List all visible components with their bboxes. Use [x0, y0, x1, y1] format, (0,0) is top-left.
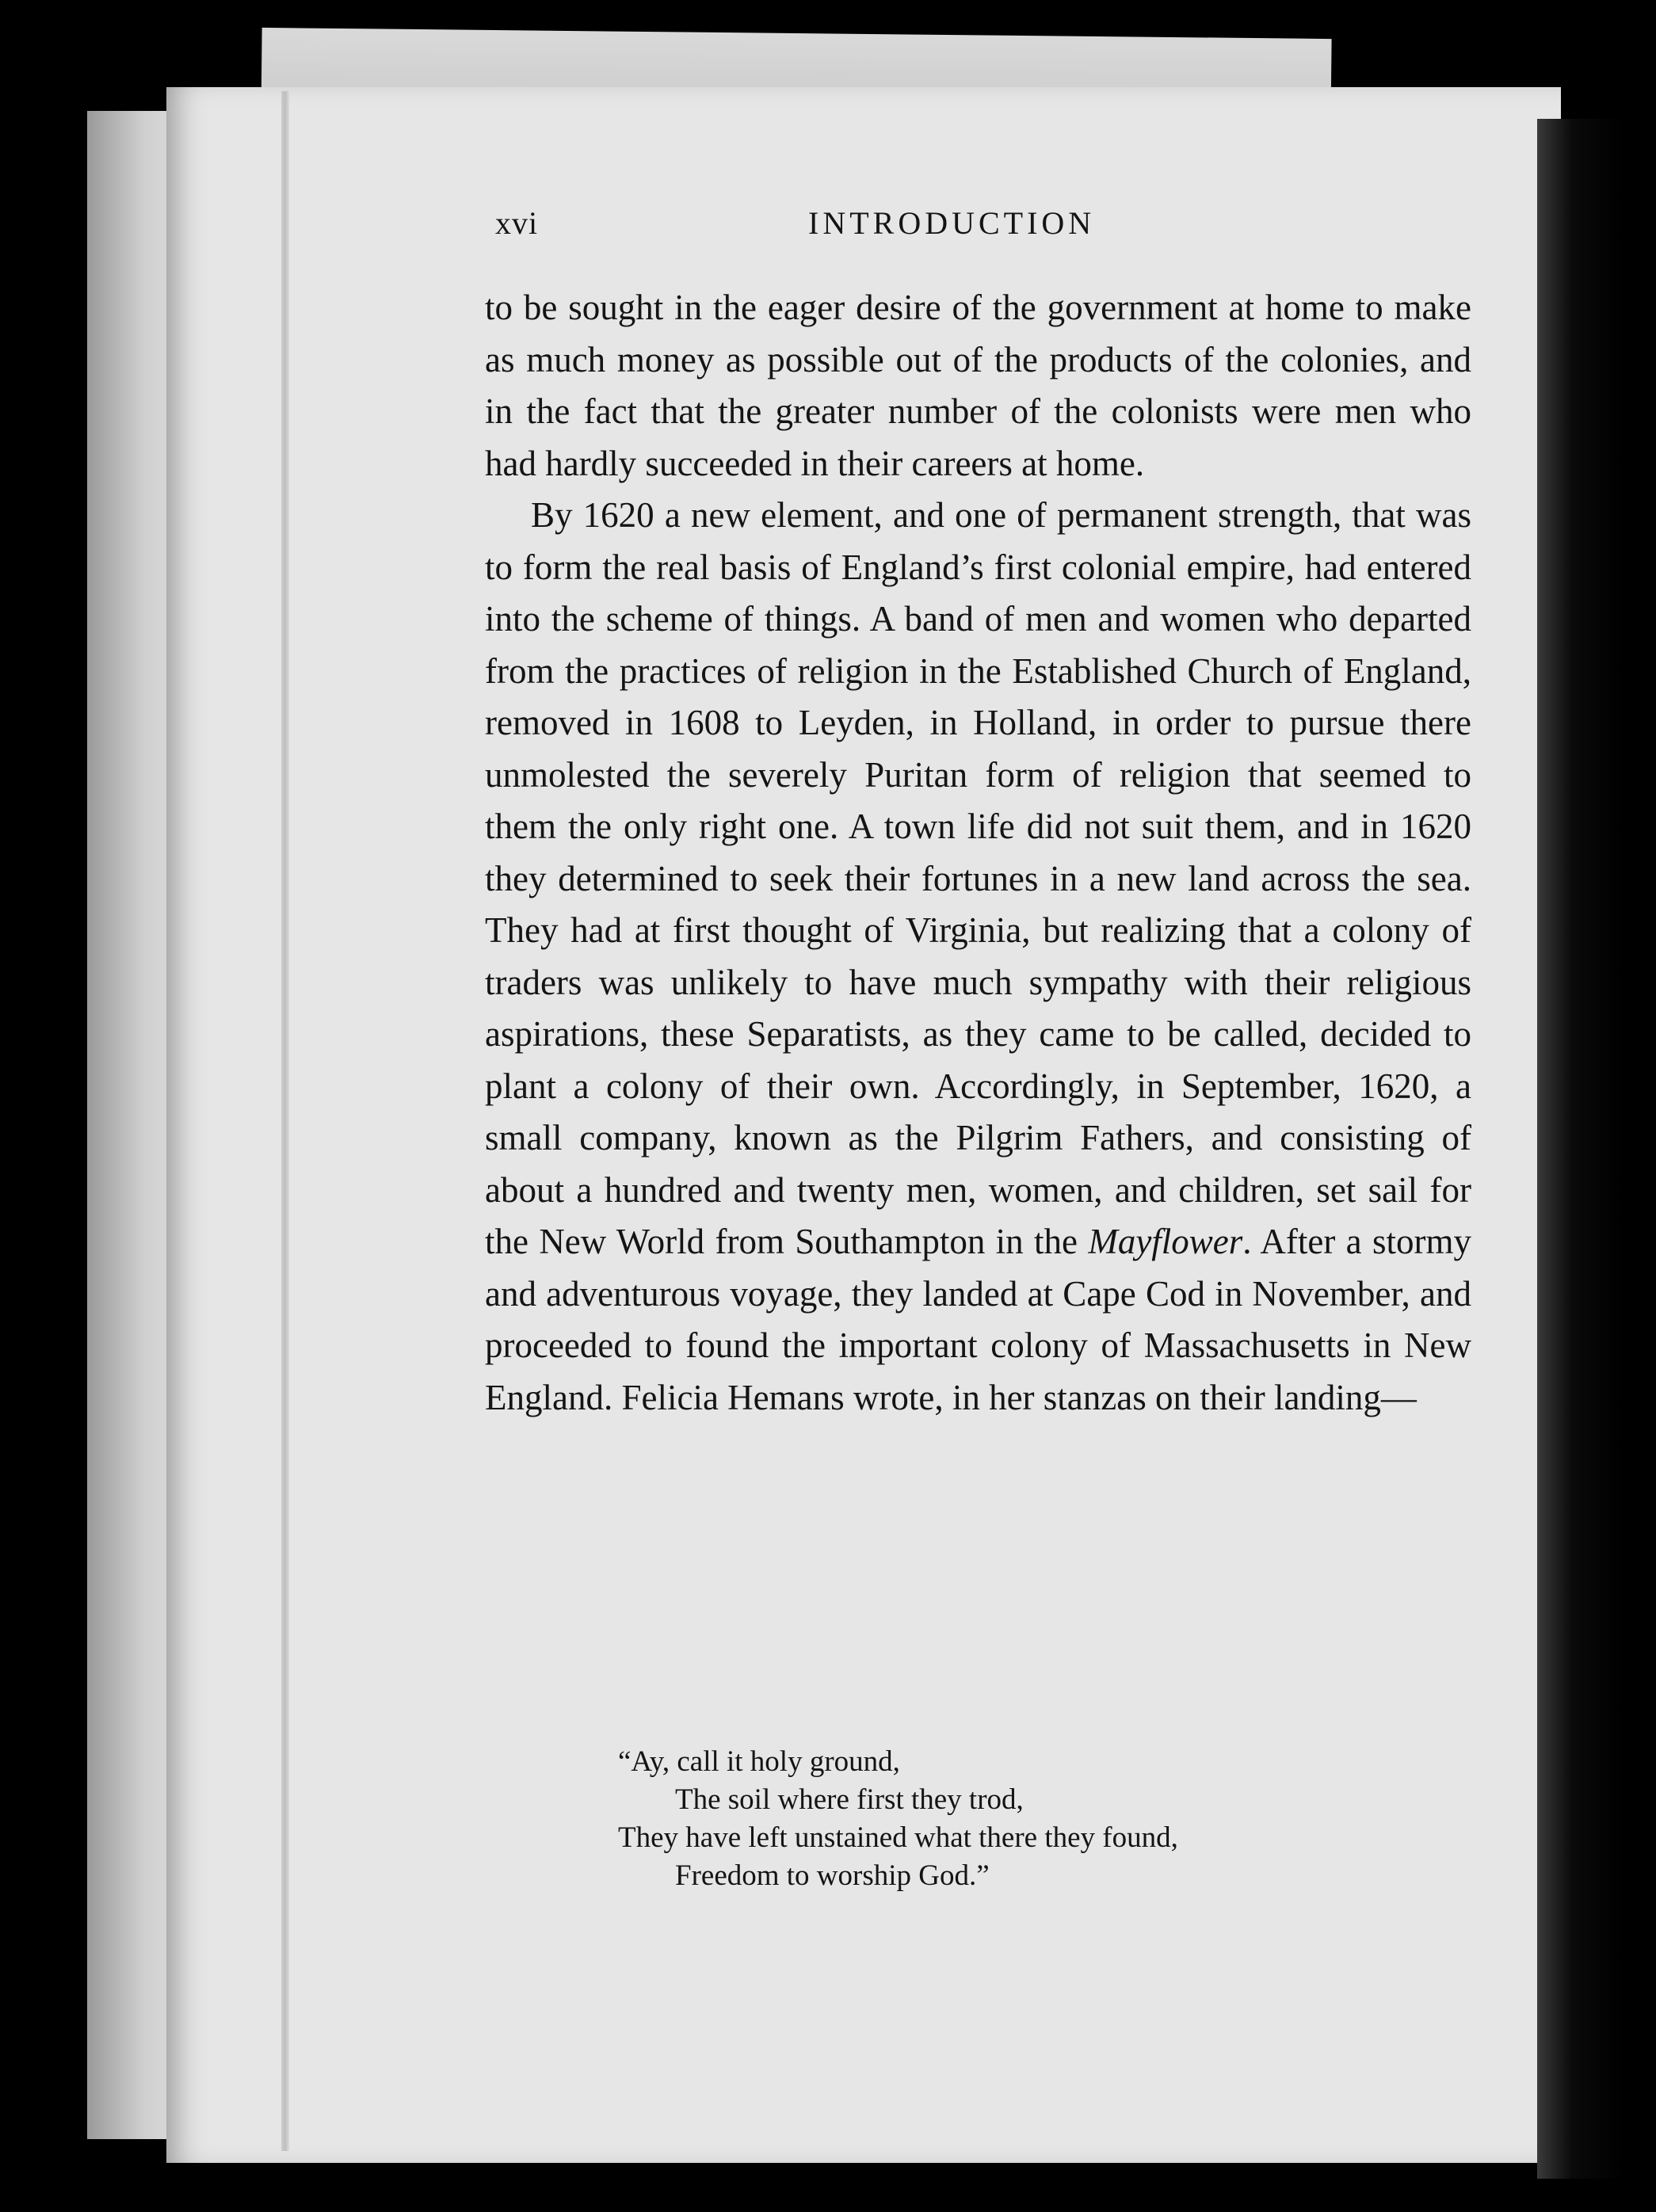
- paragraph-text-end: . After a stormy and adventurous voyage, they landed at Cape Cod in November, and proceeded to found the important colony of Massachusetts in New England. Felicia Hemans wrote, in her stanzas on their landing—: [485, 1222, 1472, 1417]
- running-head-title: INTRODUCTION: [808, 205, 1096, 241]
- verse-line: The soil where first they trod,: [675, 1783, 1024, 1816]
- verse-line: They have left unstained what there they found,: [618, 1821, 1178, 1854]
- page-number: xvi: [495, 205, 539, 241]
- paragraph-text: to be sought in the eager desire of the government at home to make as much money as possible out of the products of the colonies, and in the fact that the greater number of the colonists were men who had hardly succeeded in their careers at home.: [485, 288, 1471, 483]
- running-head: [495, 204, 1462, 252]
- paragraph: [485, 490, 1471, 1424]
- verse-quotation: [618, 1743, 1395, 1895]
- verse-line: “Ay, call it holy ground,: [618, 1745, 900, 1778]
- verse-line: Freedom to worship God.”: [675, 1859, 990, 1892]
- body-text: [485, 282, 1471, 1424]
- paragraph-text: By 1620 a new element, and one of permanent strength, that was to form the real basis of England’s first colonial empire, had entered into the scheme of things. A band of men and women who departed from the practices of religion in the Established Church of England, removed in 1608 to Leyden, in Holland, in order to pursue there unmolested the severely Puritan form of religion that seemed to them the only right one. A town life did not suit them, and in 1620 they determined to seek their fortunes in a new land across the sea. They had at first thought of Virginia, but realizing that a colony of traders was unlikely to have much sympathy with their religious aspirations, these Separatists, as they came to be called, decided to plant a colony of their own. Accordingly, in September, 1620, a small company, known as the Pilgrim Fathers, and consisting of about a hundred and twenty men, women, and children, set sail for the New World from Southampton in the: [485, 495, 1471, 1261]
- ship-name: Mayflower: [1088, 1222, 1243, 1261]
- paragraph: [485, 282, 1471, 490]
- binding-shadow: [1537, 119, 1624, 2179]
- page-gutter: [281, 91, 289, 2151]
